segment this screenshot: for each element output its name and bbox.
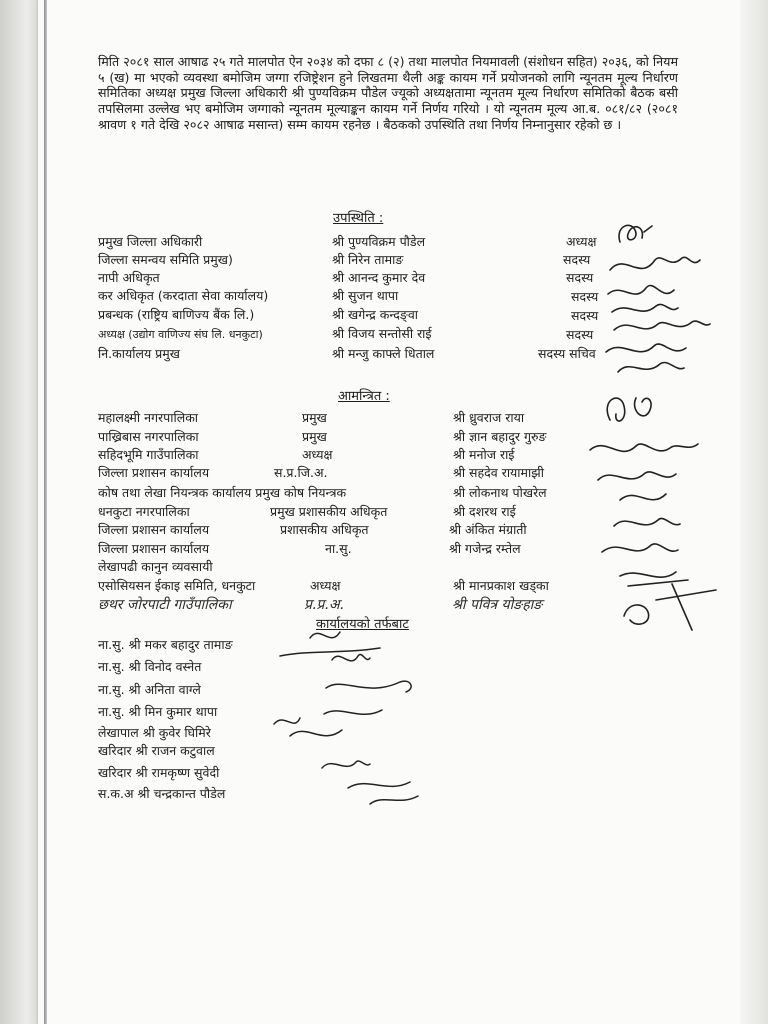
invited-office: जिल्ला प्रशासन कार्यालय [98, 522, 210, 537]
attendance-role: सदस्य [571, 308, 599, 323]
attendance-office: प्रबन्धक (राष्ट्रिय बाणिज्य बैंक लि.) [98, 307, 255, 322]
invited-position: ना.सु. [325, 541, 352, 556]
office-signatures [270, 618, 440, 813]
invited-position: अध्यक्ष [310, 578, 341, 593]
office-staff: लेखापाल श्री कुवेर घिमिरे [98, 725, 211, 740]
handwritten-office: छथर जोरपाटी गाउँपालिका [98, 597, 232, 613]
invited-name: श्री सहदेव रायामाझी [453, 465, 544, 480]
attendance-name: श्री आनन्द कुमार देव [332, 270, 426, 285]
invited-position: स.प्र.जि.अ. [274, 465, 328, 480]
invited-position: प्रमुख [302, 429, 327, 444]
attendance-role: अध्यक्ष [566, 234, 597, 249]
invited-name: श्री मनोज राई [453, 447, 515, 462]
invited-name: श्री मानप्रकाश खड्का [453, 578, 549, 593]
intro-paragraph: मिति २०८१ साल आषाढ २५ गते मालपोत ऐन २०३४ को दफा ८ (२) तथा मालपोत नियमावली (संशोधन सहित) २०३६, को नियम ५ (ख) मा भएको व्यवस्था बमोजिम जग्गा रजिष्ट्रेशन हुने लिखतमा थैली अङ्क कायम गर्ने प्रयोजनको लागि न्यूनतम मूल्य निर्धारण समितिका अध्यक्ष प्रमुख जिल्ला अधिकारी श्री पुण्यविक्रम पौडेल ज्यूको अध्यक्षतामा न्यूनतम मूल्य निर्धारण समितिको बैठक बसी तपसिलमा उल्लेख भए बमोजिम जग्गाको न्यूनतम मूल्याङ्कन कायम गर्ने निर्णय गरियो । यो न्यूनतम मूल्य आ.ब. ०८१/८२ (२०८१ श्रावण १ गते देखि २०८२ आषाढ मसान्त) सम्म कायम रहनेछ । बैठकको उपस्थिति तथा निर्णय निम्नानुसार रहेको छ । [98, 54, 678, 132]
office-staff: खरिदार श्री राजन कटुवाल [98, 743, 215, 758]
attendance-name: श्री मन्जु काफ्ले धिताल [332, 346, 435, 361]
attendance-office: अध्यक्ष (उद्योग वाणिज्य संघ लि. धनकुटा) [98, 328, 263, 341]
invited-signatures [580, 380, 730, 640]
binding-line [44, 0, 47, 1024]
invited-name: श्री ध्रुवराज राया [453, 410, 525, 425]
attendance-heading: उपस्थिति : [333, 211, 384, 226]
attendance-role: सदस्य [571, 289, 599, 304]
attendance-office: नि.कार्यालय प्रमुख [98, 346, 180, 361]
invited-office: एसोसियसन ईकाइ समिति, धनकुटा [98, 578, 256, 593]
office-staff: ना.सु. श्री मिन कुमार थापा [98, 704, 218, 719]
invited-position: प्रशासकीय अधिकृत [280, 522, 369, 537]
invited-position: प्रमुख प्रशासकीय अधिकृत [270, 504, 388, 519]
office-staff: स.क.अ श्री चन्द्रकान्त पौडेल [98, 786, 226, 801]
invited-position: अध्यक्ष [302, 447, 333, 462]
attendance-office: कर अधिकृत (करदाता सेवा कार्यालय) [98, 288, 269, 303]
invited-name: श्री गजेन्द्र रम्तेल [449, 541, 521, 556]
attendance-office: नापी अधिकृत [98, 270, 160, 285]
attendance-role: सदस्य सचिव [538, 346, 596, 361]
invited-name: श्री लोकनाथ पोखरेल [453, 485, 547, 500]
office-staff: ना.सु. श्री विनोद वस्नेत [98, 659, 202, 674]
attendance-name: श्री निरेन तामाङ [332, 252, 404, 267]
invited-office: धनकुटा नगरपालिका [98, 504, 190, 519]
attendance-name: श्री खगेन्द्र कन्दङ्वा [332, 307, 419, 322]
invited-office: जिल्ला प्रशासन कार्यालय [98, 541, 210, 556]
attendance-name: श्री पुण्यविक्रम पौडेल [332, 234, 426, 249]
attendance-office: जिल्ला समन्वय समिति प्रमुख) [98, 252, 233, 267]
office-staff: ना.सु. श्री अनिता वाग्ले [98, 682, 201, 697]
invited-office: कोष तथा लेखा नियन्त्रक कार्यालय प्रमुख कोष नियन्त्रक [98, 485, 347, 500]
handwritten-name: श्री पवित्र योङहाङ [452, 597, 543, 613]
office-staff: ना.सु. श्री मकर बहादुर तामाङ [98, 637, 233, 652]
attendance-name: श्री विजय सन्तोसी राई [332, 326, 432, 341]
invited-name: श्री अंकित मंग्राती [449, 522, 527, 537]
invited-office: पाख्रिबास नगरपालिका [98, 429, 199, 444]
office-staff: खरिदार श्री रामकृष्ण सुवेदी [98, 765, 220, 780]
binding-shadow [0, 0, 38, 1024]
attendance-role: सदस्य [563, 252, 591, 267]
invited-heading: आमन्त्रित : [338, 389, 390, 404]
invited-name: श्री ज्ञान बहादुर गुरुङ [453, 429, 547, 444]
invited-position: प्रमुख [302, 410, 327, 425]
invited-office: लेखापढी कानुन व्यवसायी [98, 559, 213, 574]
attendance-role: सदस्य [566, 327, 594, 342]
handwritten-position: प्र.प्र.अ. [304, 597, 344, 613]
attendance-role: सदस्य [566, 270, 594, 285]
invited-office: जिल्ला प्रशासन कार्यालय [98, 465, 210, 480]
invited-office: सहिदभूमि गाउँपालिका [98, 447, 199, 462]
attendance-office: प्रमुख जिल्ला अधिकारी [98, 234, 203, 249]
office-side-heading: कार्यालयको तर्फबाट [316, 617, 409, 632]
attendance-signatures [600, 212, 720, 382]
invited-office: महालक्ष्मी नगरपालिका [98, 410, 199, 425]
page-edge [740, 0, 768, 1024]
invited-name: श्री दशरथ राई [453, 504, 516, 519]
attendance-name: श्री सुजन थापा [332, 288, 399, 303]
